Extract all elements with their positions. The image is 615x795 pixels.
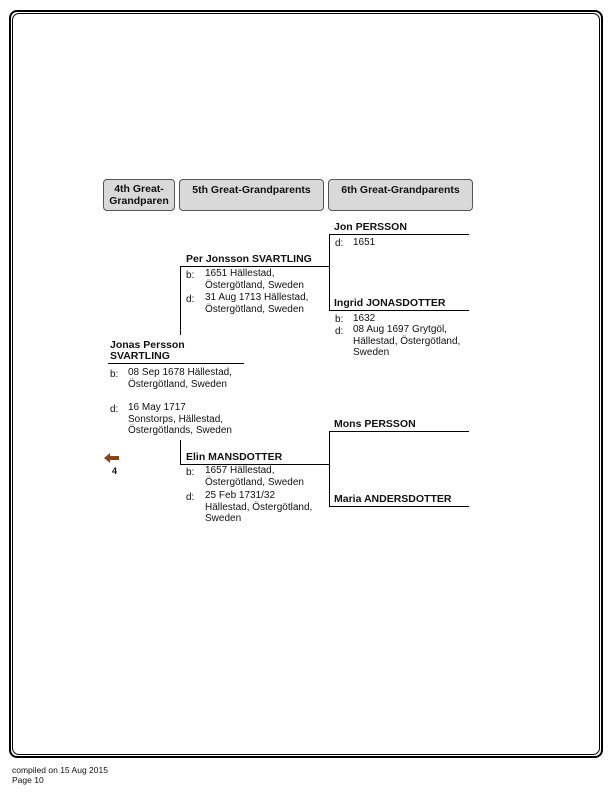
fm-death-line3: Sweden [353,347,390,358]
root-to-father-line [180,266,181,335]
root-birth-label: b: [110,369,119,380]
fm-death-line2: Hällestad, Östergötland, [353,335,461,347]
fm-death [353,324,460,359]
header-gen5 [179,179,324,211]
root-birth [128,367,232,390]
fm-name: Ingrid JONASDOTTER [334,297,446,309]
father-death [205,292,308,315]
father-birth [205,268,304,291]
father-birth-label: b: [186,270,195,281]
header-gen4-line1: 4th Great- [114,183,164,195]
root-death-label: d: [110,404,119,415]
header-gen4 [103,179,175,211]
ff-underline [329,234,469,235]
header-gen6-label: 6th Great-Grandparents [341,184,460,196]
mother-death-line1: 25 Feb 1731/32 [205,490,276,501]
mother-birth [205,465,304,488]
header-gen6 [328,179,473,211]
father-underline [180,266,329,267]
mother-death-label: d: [186,492,195,503]
back-ref-number[interactable]: 4 [112,466,118,476]
fm-death-line1: 08 Aug 1697 Grytgöl, [353,324,447,335]
root-birth-line1: 08 Sep 1678 Hällestad, [128,367,232,378]
father-death-line1: 31 Aug 1713 Hällestad, [205,292,309,303]
mf-underline [329,431,469,432]
root-name-line1: Jonas Persson [110,339,185,351]
root-death-line3: Östergötlands, Sweden [128,425,232,436]
father-death-line2: Östergötland, Sweden [205,303,304,315]
mother-parents-connector [329,431,330,507]
root-birth-line2: Östergötland, Sweden [128,378,227,390]
header-gen4-line2: Grandparen [109,195,169,207]
footer-page: Page 10 [12,775,44,785]
root-to-mother-line [180,440,181,464]
mf-name: Mons PERSSON [334,418,416,430]
mm-underline [329,506,469,507]
mm-name: Maria ANDERSDOTTER [334,493,452,505]
root-name-line2: SVARTLING [110,350,170,362]
father-parents-connector [329,234,330,310]
ff-death: 1651 [353,237,376,248]
ff-name: Jon PERSSON [334,221,407,233]
root-death-line2: Sonstorps, Hällestad, [128,413,224,425]
fm-underline [329,310,469,311]
header-gen5-label: 5th Great-Grandparents [192,184,311,196]
root-death-line1: 16 May 1717 [128,402,186,413]
root-death [128,402,232,437]
mother-death-line3: Sweden [205,513,242,524]
father-birth-line1: 1651 Hällestad, [205,268,275,279]
ff-death-label: d: [335,238,344,249]
footer-compiled: compiled on 15 Aug 2015 [12,765,108,775]
mother-birth-line1: 1657 Hällestad, [205,465,275,476]
mother-name: Elin MANSDOTTER [186,451,283,463]
root-underline [108,363,244,364]
father-name: Per Jonsson SVARTLING [186,253,312,265]
mother-birth-label: b: [186,467,195,478]
back-arrow-icon[interactable] [104,452,120,464]
father-death-label: d: [186,294,195,305]
fm-death-label: d: [335,326,344,337]
mother-birth-line2: Östergötland, Sweden [205,476,304,488]
father-birth-line2: Östergötland, Sweden [205,279,304,291]
fm-birth-label: b: [335,314,344,325]
mother-death-line2: Hällestad, Östergötland, [205,501,313,513]
fm-birth: 1632 [353,313,376,324]
page-border-inner [12,13,600,755]
mother-death [205,490,312,525]
